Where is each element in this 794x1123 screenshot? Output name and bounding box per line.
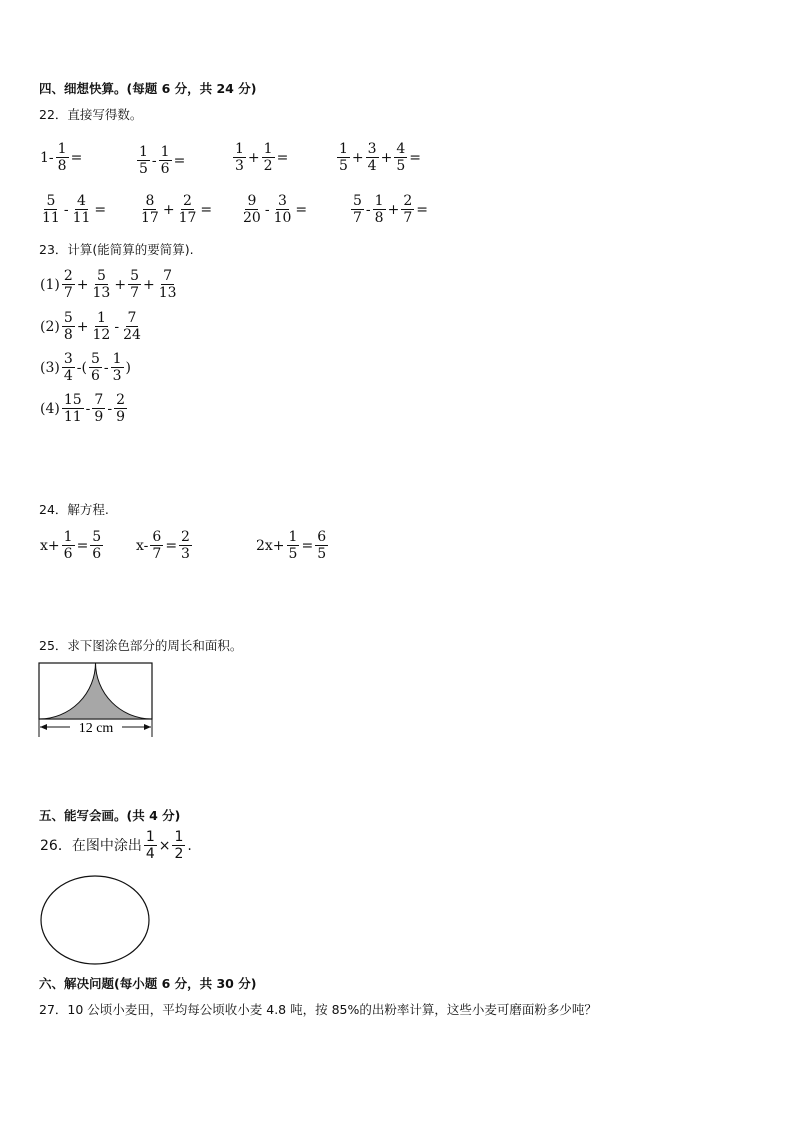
q24-equation-3 <box>255 530 329 561</box>
question-25-label: 25．求下图涂色部分的周长和面积。 <box>39 638 243 653</box>
expression-text: - <box>365 201 371 218</box>
denominator: 24 <box>123 327 141 343</box>
numerator: 5 <box>130 268 139 284</box>
expression-text: = <box>76 537 89 554</box>
fraction <box>337 142 350 173</box>
denominator: 6 <box>63 546 73 562</box>
numerator: 3 <box>63 351 73 367</box>
numerator: 5 <box>96 268 106 284</box>
numerator: 1 <box>263 141 273 157</box>
expression-text: - <box>85 400 91 417</box>
expression-text: + <box>380 149 393 166</box>
section-4-title: 四、细想快算。(每题 6 分，共 24 分) <box>39 81 257 96</box>
expression-text: + <box>76 276 89 293</box>
denominator: 12 <box>92 327 111 343</box>
expression-text: -( <box>76 359 87 376</box>
numerator: 6 <box>317 529 327 545</box>
denominator: 13 <box>158 285 177 301</box>
denominator: 6 <box>90 368 100 384</box>
expression-text: = <box>301 537 314 554</box>
numerator: 2 <box>116 392 125 408</box>
question-24-label: 24．解方程. <box>39 502 109 517</box>
denominator: 7 <box>403 210 413 226</box>
expression-text: - <box>103 359 109 376</box>
q24-equation-1 <box>39 530 104 561</box>
expression-text: - <box>63 201 69 218</box>
denominator: 2 <box>174 846 184 862</box>
fraction <box>351 194 364 225</box>
numerator: 1 <box>288 529 298 545</box>
expression-text: + <box>114 276 127 293</box>
fraction <box>137 145 150 176</box>
q23-item-3 <box>39 352 132 383</box>
fraction <box>56 142 69 173</box>
expression-text: (1) <box>40 276 60 293</box>
expression-text: x- <box>136 537 149 554</box>
denominator: 5 <box>139 161 148 177</box>
expression-text: - <box>114 318 120 335</box>
fraction <box>272 194 294 225</box>
fraction <box>128 269 141 300</box>
denominator: 9 <box>116 409 125 425</box>
fraction <box>262 142 275 173</box>
fraction <box>121 311 143 342</box>
circle-to-shade <box>38 872 154 968</box>
numerator: 1 <box>112 351 122 367</box>
expression-text: = <box>276 149 289 166</box>
expression-text: × <box>158 837 171 854</box>
numerator: 1 <box>63 529 73 545</box>
denominator: 11 <box>72 210 91 226</box>
numerator: 1 <box>57 141 67 157</box>
numerator: 2 <box>403 193 413 209</box>
expression-text: = <box>94 201 107 218</box>
numerator: 1 <box>160 144 170 160</box>
shaded-region-figure <box>36 661 156 741</box>
denominator: 5 <box>339 158 348 174</box>
numerator: 7 <box>127 310 137 326</box>
denominator: 10 <box>273 210 292 226</box>
expression-text: (2) <box>40 318 60 335</box>
fraction <box>373 194 386 225</box>
denominator: 9 <box>94 409 104 425</box>
fraction <box>233 142 246 173</box>
denominator: 6 <box>160 161 170 177</box>
denominator: 7 <box>63 285 73 301</box>
expression-text: - <box>151 152 157 169</box>
denominator: 11 <box>63 409 82 425</box>
fraction <box>401 194 414 225</box>
expression-text: . <box>187 837 192 854</box>
dimension-label: 12 cm <box>78 721 114 736</box>
fraction <box>172 830 185 861</box>
question-27: 27．10 公顷小麦田，平均每公顷收小麦 4.8 吨，按 85%的出粉率计算，这些小麦可磨面粉多少吨？ <box>39 1002 597 1017</box>
denominator: 2 <box>263 158 273 174</box>
expression-text: + <box>76 318 89 335</box>
numerator: 15 <box>63 392 82 408</box>
fraction <box>62 393 84 424</box>
numerator: 1 <box>145 829 155 845</box>
numerator: 2 <box>183 193 192 209</box>
fraction <box>150 530 163 561</box>
q22-expression <box>350 194 429 225</box>
denominator: 7 <box>353 210 362 226</box>
numerator: 1 <box>96 310 106 326</box>
denominator: 4 <box>63 368 73 384</box>
fraction <box>91 311 113 342</box>
numerator: 1 <box>235 141 244 157</box>
expression-text: 1- <box>40 149 54 166</box>
denominator: 3 <box>181 546 190 562</box>
fraction <box>71 194 93 225</box>
numerator: 7 <box>163 268 173 284</box>
fraction <box>114 393 127 424</box>
question-23-label: 23．计算(能简算的要简算). <box>39 242 194 257</box>
denominator: 17 <box>141 210 159 226</box>
q22-expression <box>39 194 107 225</box>
fraction <box>179 530 192 561</box>
fraction <box>62 269 75 300</box>
expression-text: + <box>247 149 260 166</box>
denominator: 8 <box>63 327 73 343</box>
numerator: 6 <box>152 529 162 545</box>
expression-text: + <box>162 201 175 218</box>
fraction <box>62 311 75 342</box>
expression-text: + <box>351 149 364 166</box>
denominator: 7 <box>152 546 162 562</box>
numerator: 5 <box>63 310 73 326</box>
expression-text: + <box>387 201 400 218</box>
numerator: 5 <box>353 193 362 209</box>
denominator: 3 <box>112 368 122 384</box>
expression-text: - <box>264 201 270 218</box>
numerator: 4 <box>396 141 406 157</box>
expression-text: 2x+ <box>256 537 285 554</box>
denominator: 20 <box>243 210 261 226</box>
expression-text: = <box>409 149 421 166</box>
q22-expression <box>138 194 213 225</box>
expression-text: = <box>200 201 213 218</box>
q22-expression <box>39 142 83 173</box>
numerator: 5 <box>90 351 100 367</box>
numerator: 2 <box>63 268 73 284</box>
question-26 <box>39 830 193 861</box>
fraction <box>111 352 124 383</box>
q24-equation-2 <box>135 530 193 561</box>
fraction <box>159 145 172 176</box>
fraction <box>394 142 407 173</box>
denominator: 6 <box>92 546 102 562</box>
q23-item-2 <box>39 311 144 342</box>
expression-text: 26．在图中涂出 <box>40 837 142 854</box>
fraction <box>90 530 103 561</box>
numerator: 1 <box>339 141 348 157</box>
denominator: 8 <box>374 210 384 226</box>
fraction <box>315 530 328 561</box>
fraction <box>177 194 199 225</box>
expression-text: x+ <box>40 537 60 554</box>
expression-text: + <box>142 276 155 293</box>
fraction <box>62 530 75 561</box>
denominator: 5 <box>396 158 406 174</box>
section-6-title: 六、解决问题(每小题 6 分，共 30 分) <box>39 976 257 991</box>
fraction <box>91 269 113 300</box>
fraction <box>157 269 179 300</box>
expression-text: = <box>173 152 186 169</box>
fraction <box>366 142 379 173</box>
expression-text: (4) <box>40 400 60 417</box>
numerator: 5 <box>46 193 56 209</box>
q23-item-1 <box>39 269 180 300</box>
fraction <box>40 194 62 225</box>
denominator: 11 <box>42 210 60 226</box>
numerator: 3 <box>367 141 377 157</box>
fraction <box>144 830 157 861</box>
denominator: 3 <box>235 158 244 174</box>
q22-expression <box>240 194 308 225</box>
fraction <box>139 194 161 225</box>
numerator: 5 <box>92 529 102 545</box>
q22-expression <box>232 142 289 173</box>
denominator: 5 <box>288 546 298 562</box>
expression-text: ) <box>125 359 132 376</box>
q23-item-4 <box>39 393 128 424</box>
numerator: 1 <box>174 829 184 845</box>
denominator: 13 <box>92 285 111 301</box>
numerator: 1 <box>374 193 384 209</box>
fraction <box>62 352 75 383</box>
section-5-title: 五、能写会画。(共 4 分) <box>39 808 181 823</box>
numerator: 1 <box>139 144 148 160</box>
numerator: 8 <box>145 193 155 209</box>
fraction <box>241 194 263 225</box>
expression-text: = <box>295 201 308 218</box>
q22-expression <box>136 145 186 176</box>
denominator: 5 <box>317 546 327 562</box>
numerator: 3 <box>278 193 287 209</box>
denominator: 7 <box>130 285 139 301</box>
denominator: 17 <box>178 210 197 226</box>
expression-text: = <box>416 201 428 218</box>
denominator: 4 <box>367 158 377 174</box>
fraction <box>92 393 105 424</box>
fraction <box>287 530 300 561</box>
numerator: 2 <box>181 529 190 545</box>
numerator: 4 <box>77 193 86 209</box>
fraction <box>89 352 102 383</box>
expression-text: = <box>70 149 83 166</box>
expression-text: = <box>165 537 178 554</box>
numerator: 9 <box>247 193 257 209</box>
expression-text: - <box>107 400 113 417</box>
denominator: 4 <box>145 846 155 862</box>
question-22-label: 22．直接写得数。 <box>39 107 143 122</box>
expression-text: (3) <box>40 359 60 376</box>
numerator: 7 <box>94 392 104 408</box>
denominator: 8 <box>57 158 67 174</box>
shaded-region <box>40 663 152 719</box>
q22-expression <box>336 142 422 173</box>
